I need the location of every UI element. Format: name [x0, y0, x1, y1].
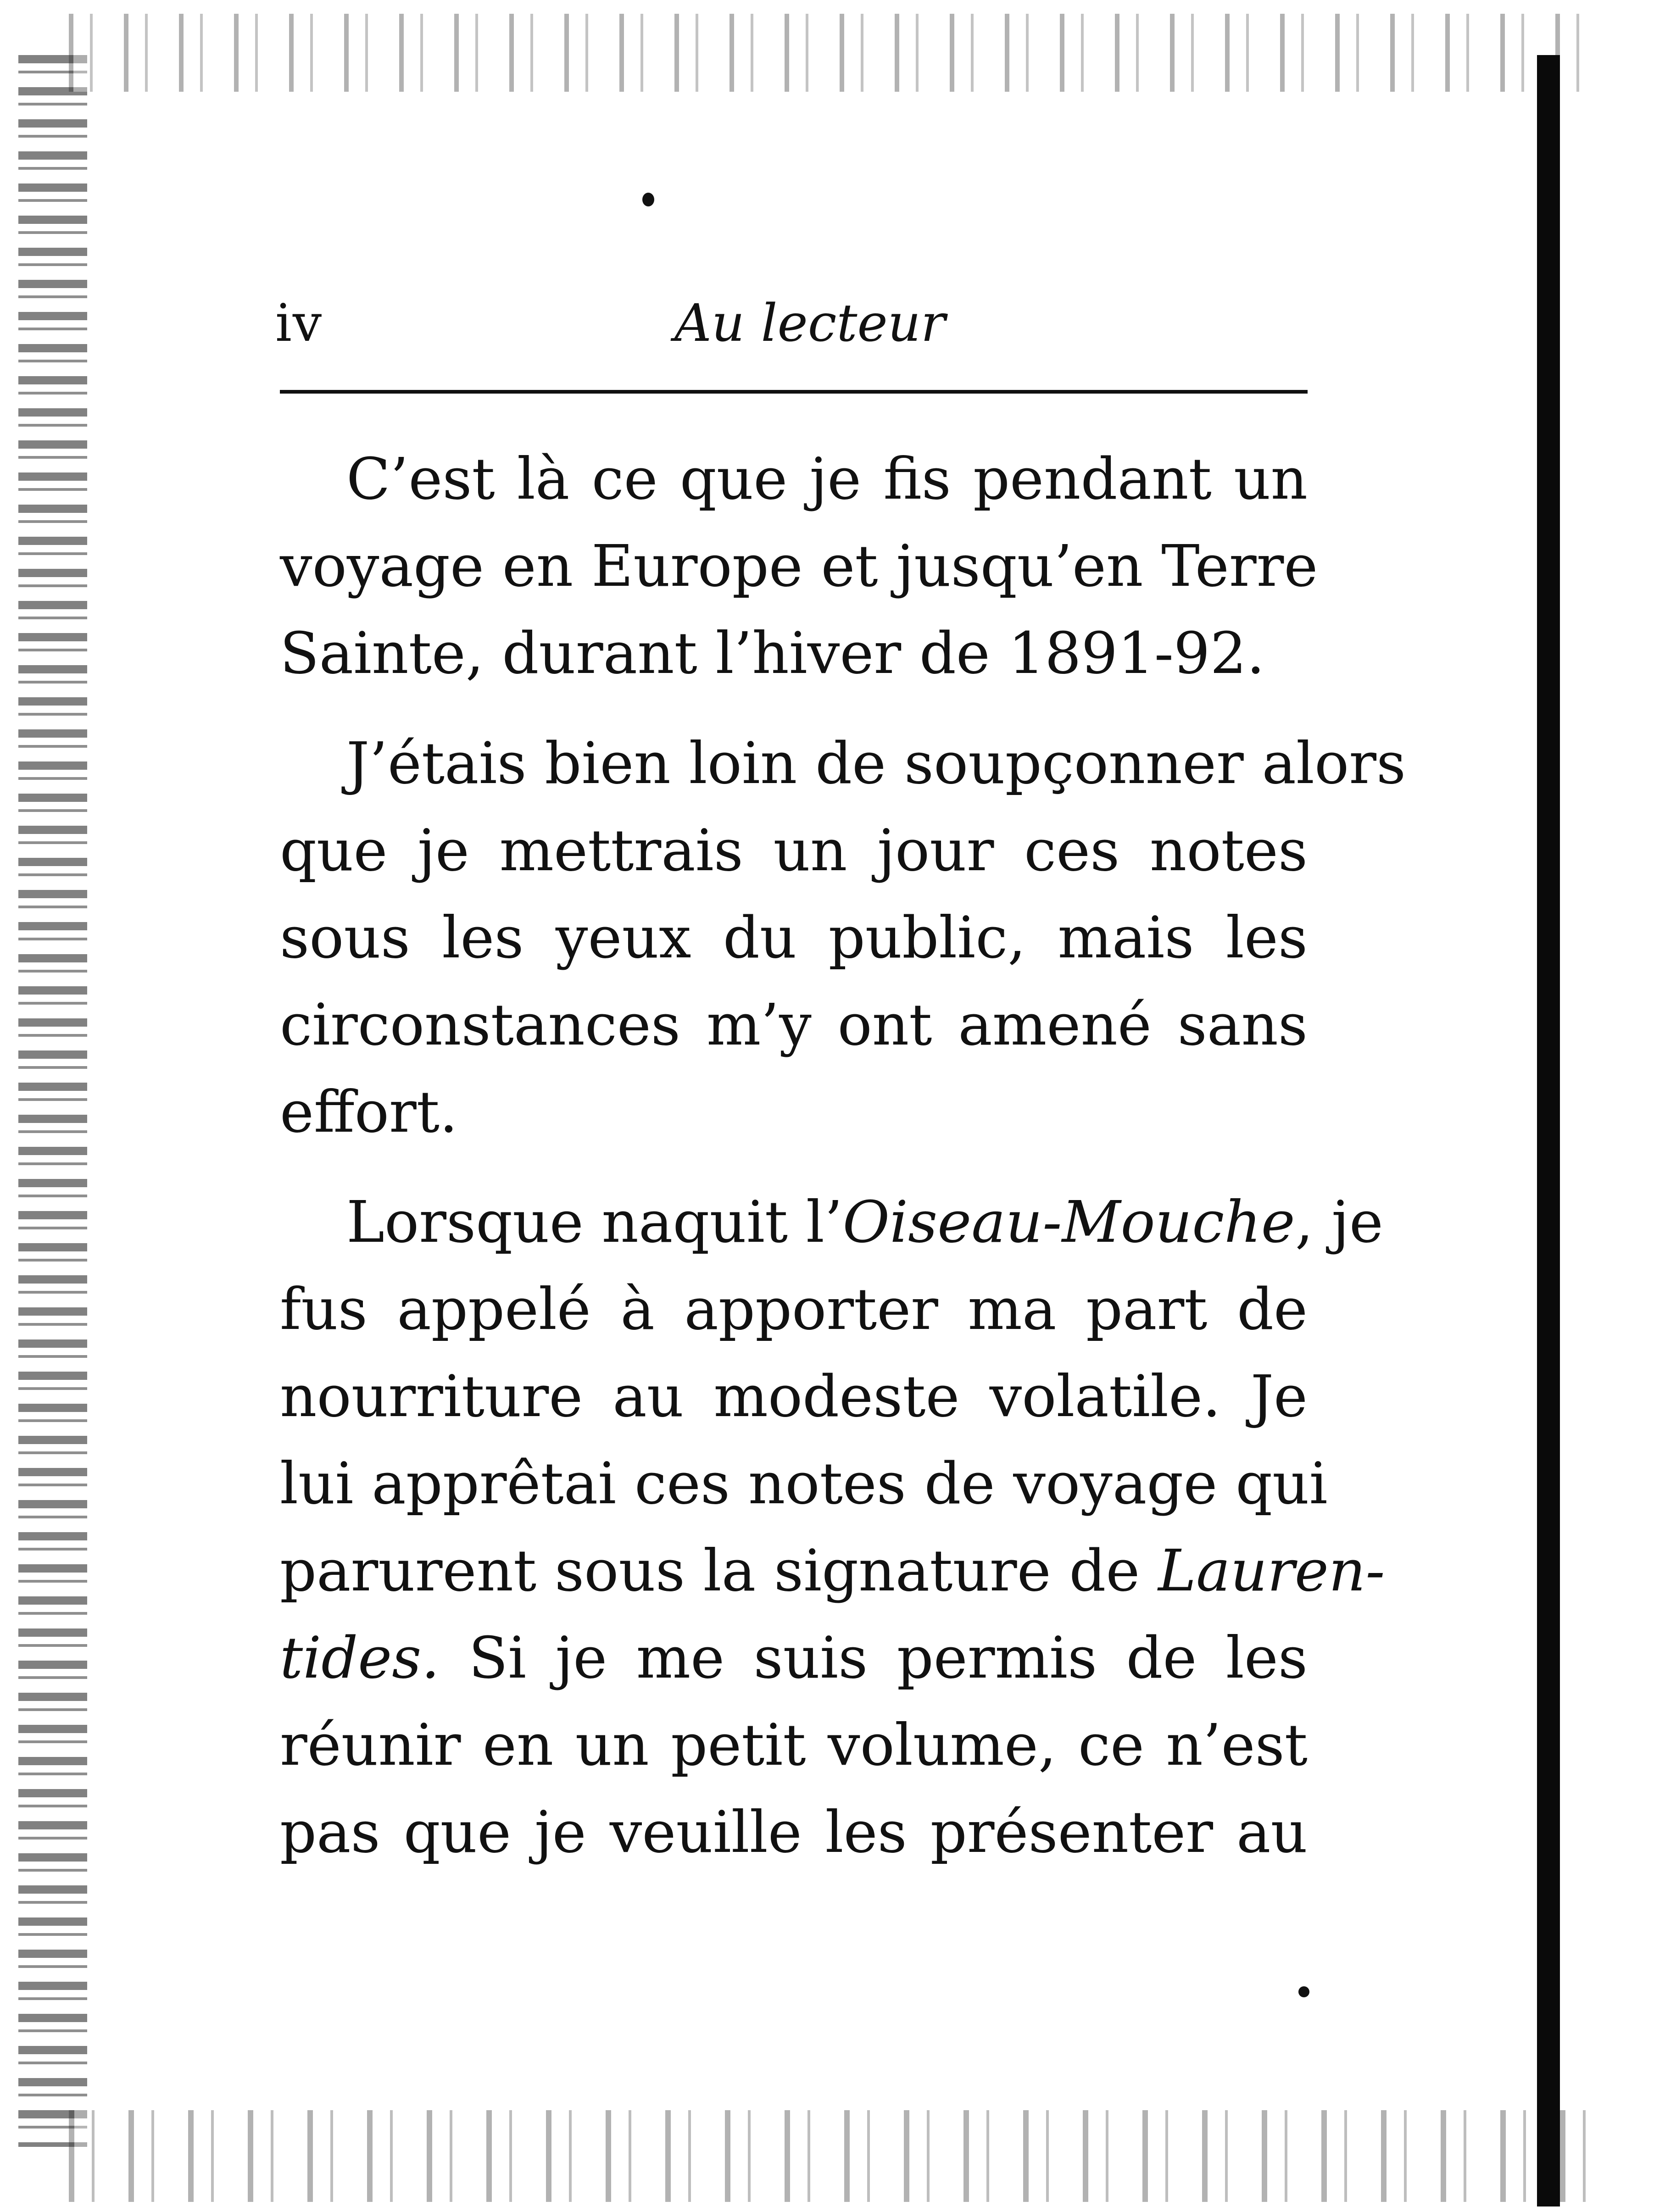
paragraph-2 [280, 720, 1406, 1156]
paragraph-3 [280, 1179, 1385, 1876]
body-text [280, 436, 1406, 1899]
text-line: pas que je veuille les présenter au [280, 1799, 1308, 1866]
scan-edge-left [18, 55, 87, 2147]
text-segment: Si je me suis permis de les [440, 1625, 1308, 1691]
text-line: nourriture au modeste volatile. Je [280, 1363, 1308, 1430]
scan-edge-right [1537, 55, 1560, 2206]
text-line: sous les yeux du public, mais les [280, 905, 1308, 971]
scan-speck [1298, 1986, 1309, 1997]
text-line: fus appelé à apporter ma part de [280, 1276, 1308, 1343]
text-segment: Lorsque naquit l’ [346, 1189, 843, 1256]
text-line: Sainte, durant l’hiver de 1891-92. [280, 620, 1265, 687]
text-line [280, 1528, 1385, 1615]
text-line: lui apprêtai ces notes de voyage qui [280, 1451, 1328, 1517]
header-rule [280, 390, 1308, 394]
page-header [275, 294, 1308, 353]
italic-signature: tides. [280, 1625, 440, 1691]
running-title: Au lecteur [674, 294, 946, 353]
text-line: réunir en un petit volume, ce n’est [280, 1712, 1308, 1778]
text-line: voyage en Europe et jusqu’en Terre [280, 533, 1318, 600]
text-line: J’étais bien loin de soupçonner alors [346, 730, 1406, 797]
italic-signature: Lauren- [1158, 1538, 1385, 1604]
scan-edge-bottom [69, 2110, 1606, 2202]
text-line: effort. [280, 1079, 458, 1145]
page-number: iv [275, 294, 323, 353]
paragraph-1 [280, 436, 1318, 697]
italic-title: Oiseau-Mouche [842, 1189, 1295, 1256]
scan-edge-top [69, 14, 1606, 92]
text-line: C’est là ce que je fis pendant un [346, 446, 1308, 512]
text-line: circonstances m’y ont amené sans [280, 992, 1308, 1058]
text-segment: , je [1295, 1189, 1383, 1256]
text-segment: parurent sous la signature de [280, 1538, 1158, 1604]
text-line [280, 1615, 1308, 1702]
text-line: que je mettrais un jour ces notes [280, 817, 1308, 884]
text-line [280, 1179, 1383, 1266]
scan-speck [642, 193, 654, 206]
